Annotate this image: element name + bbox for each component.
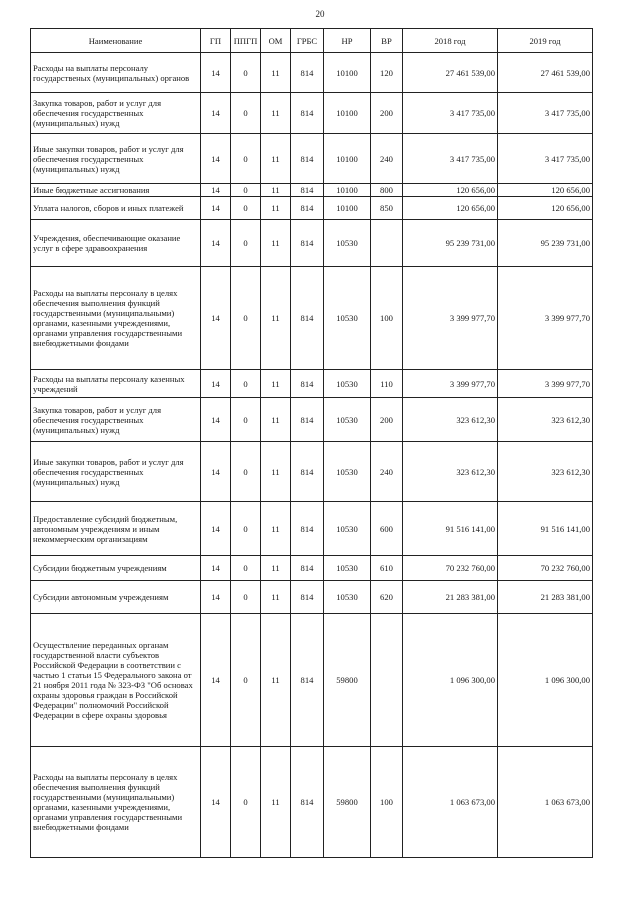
row-vr: 110 <box>371 370 403 398</box>
budget-table <box>30 28 593 858</box>
row-om: 11 <box>261 220 291 267</box>
row-name: Иные закупки товаров, работ и услуг для обеспечения государственных (муниципальных) нужд <box>31 442 201 502</box>
row-gp: 14 <box>201 134 231 184</box>
row-nr: 10100 <box>324 93 371 134</box>
row-vr: 200 <box>371 398 403 442</box>
row-name: Уплата налогов, сборов и иных платежей <box>31 197 201 220</box>
row-nr: 10530 <box>324 581 371 614</box>
table-row <box>31 184 593 197</box>
row-ppgp: 0 <box>231 502 261 556</box>
row-vr: 200 <box>371 93 403 134</box>
row-name: Иные закупки товаров, работ и услуг для обеспечения государственных (муниципальных) нужд <box>31 134 201 184</box>
row-amount-2018: 91 516 141,00 <box>403 502 498 556</box>
row-om: 11 <box>261 442 291 502</box>
table-row <box>31 442 593 502</box>
row-gp: 14 <box>201 184 231 197</box>
row-grbs: 814 <box>291 442 324 502</box>
row-amount-2019: 91 516 141,00 <box>498 502 593 556</box>
row-gp: 14 <box>201 53 231 93</box>
row-amount-2018: 1 096 300,00 <box>403 614 498 747</box>
row-amount-2018: 323 612,30 <box>403 442 498 502</box>
row-ppgp: 0 <box>231 556 261 581</box>
row-ppgp: 0 <box>231 93 261 134</box>
row-gp: 14 <box>201 581 231 614</box>
row-name: Субсидии автономным учреждениям <box>31 581 201 614</box>
row-name: Закупка товаров, работ и услуг для обеспечения государственных (муниципальных) нужд <box>31 93 201 134</box>
table-row <box>31 556 593 581</box>
row-amount-2019: 95 239 731,00 <box>498 220 593 267</box>
row-amount-2018: 1 063 673,00 <box>403 747 498 858</box>
table-row <box>31 581 593 614</box>
row-ppgp: 0 <box>231 614 261 747</box>
row-grbs: 814 <box>291 93 324 134</box>
row-ppgp: 0 <box>231 747 261 858</box>
row-amount-2019: 3 399 977,70 <box>498 267 593 370</box>
row-amount-2018: 120 656,00 <box>403 184 498 197</box>
row-om: 11 <box>261 398 291 442</box>
row-amount-2019: 1 096 300,00 <box>498 614 593 747</box>
row-om: 11 <box>261 614 291 747</box>
row-amount-2018: 3 417 735,00 <box>403 93 498 134</box>
row-gp: 14 <box>201 398 231 442</box>
row-gp: 14 <box>201 93 231 134</box>
row-amount-2019: 3 417 735,00 <box>498 134 593 184</box>
row-amount-2018: 120 656,00 <box>403 197 498 220</box>
row-grbs: 814 <box>291 581 324 614</box>
row-nr: 10530 <box>324 398 371 442</box>
row-gp: 14 <box>201 197 231 220</box>
row-om: 11 <box>261 747 291 858</box>
row-name: Иные бюджетные ассигнования <box>31 184 201 197</box>
row-amount-2018: 3 399 977,70 <box>403 267 498 370</box>
row-nr: 59800 <box>324 747 371 858</box>
row-grbs: 814 <box>291 197 324 220</box>
row-ppgp: 0 <box>231 581 261 614</box>
row-nr: 10530 <box>324 267 371 370</box>
row-name: Учреждения, обеспечивающие оказание услуг в сфере здравоохранения <box>31 220 201 267</box>
row-grbs: 814 <box>291 502 324 556</box>
row-amount-2019: 323 612,30 <box>498 442 593 502</box>
row-ppgp: 0 <box>231 134 261 184</box>
row-gp: 14 <box>201 267 231 370</box>
row-ppgp: 0 <box>231 398 261 442</box>
row-grbs: 814 <box>291 53 324 93</box>
row-grbs: 814 <box>291 267 324 370</box>
row-om: 11 <box>261 197 291 220</box>
row-vr: 600 <box>371 502 403 556</box>
col-header-vr: ВР <box>371 29 403 53</box>
row-grbs: 814 <box>291 747 324 858</box>
col-header-ppgp: ППГП <box>231 29 261 53</box>
row-grbs: 814 <box>291 184 324 197</box>
row-amount-2019: 323 612,30 <box>498 398 593 442</box>
row-nr: 10530 <box>324 502 371 556</box>
row-vr <box>371 614 403 747</box>
table-row <box>31 134 593 184</box>
row-vr <box>371 220 403 267</box>
row-nr: 10100 <box>324 197 371 220</box>
row-grbs: 814 <box>291 220 324 267</box>
row-gp: 14 <box>201 556 231 581</box>
row-name: Расходы на выплаты персоналу государственых (муниципальных) органов <box>31 53 201 93</box>
col-header-om: ОМ <box>261 29 291 53</box>
row-om: 11 <box>261 502 291 556</box>
row-vr: 610 <box>371 556 403 581</box>
row-amount-2019: 1 063 673,00 <box>498 747 593 858</box>
table-row <box>31 93 593 134</box>
row-om: 11 <box>261 53 291 93</box>
row-ppgp: 0 <box>231 53 261 93</box>
row-ppgp: 0 <box>231 442 261 502</box>
row-grbs: 814 <box>291 398 324 442</box>
row-name: Расходы на выплаты персоналу казенных учреждений <box>31 370 201 398</box>
row-gp: 14 <box>201 442 231 502</box>
row-ppgp: 0 <box>231 220 261 267</box>
row-gp: 14 <box>201 502 231 556</box>
row-grbs: 814 <box>291 556 324 581</box>
row-gp: 14 <box>201 747 231 858</box>
row-amount-2018: 21 283 381,00 <box>403 581 498 614</box>
table-row <box>31 53 593 93</box>
row-grbs: 814 <box>291 614 324 747</box>
row-amount-2019: 70 232 760,00 <box>498 556 593 581</box>
row-nr: 10530 <box>324 556 371 581</box>
row-om: 11 <box>261 556 291 581</box>
row-vr: 620 <box>371 581 403 614</box>
col-header-2018: 2018 год <box>403 29 498 53</box>
row-nr: 59800 <box>324 614 371 747</box>
col-header-grbs: ГРБС <box>291 29 324 53</box>
table-row <box>31 614 593 747</box>
row-om: 11 <box>261 134 291 184</box>
table-row <box>31 398 593 442</box>
row-gp: 14 <box>201 614 231 747</box>
row-ppgp: 0 <box>231 197 261 220</box>
row-ppgp: 0 <box>231 184 261 197</box>
row-amount-2019: 3 399 977,70 <box>498 370 593 398</box>
row-om: 11 <box>261 184 291 197</box>
page-number: 20 <box>315 9 325 19</box>
col-header-gp: ГП <box>201 29 231 53</box>
row-vr: 100 <box>371 267 403 370</box>
row-name: Расходы на выплаты персоналу в целях обеспечения выполнения функций государственными (муниципальными) органами, казенными учреждениями, органами управления государственными внебюджетными фондами <box>31 747 201 858</box>
row-amount-2019: 120 656,00 <box>498 184 593 197</box>
row-name: Закупка товаров, работ и услуг для обеспечения государственных (муниципальных) нужд <box>31 398 201 442</box>
row-nr: 10530 <box>324 370 371 398</box>
col-header-2019: 2019 год <box>498 29 593 53</box>
table-row <box>31 502 593 556</box>
row-grbs: 814 <box>291 370 324 398</box>
row-gp: 14 <box>201 370 231 398</box>
row-amount-2019: 120 656,00 <box>498 197 593 220</box>
row-amount-2019: 3 417 735,00 <box>498 93 593 134</box>
row-vr: 240 <box>371 134 403 184</box>
row-ppgp: 0 <box>231 267 261 370</box>
row-amount-2018: 3 417 735,00 <box>403 134 498 184</box>
row-amount-2018: 27 461 539,00 <box>403 53 498 93</box>
row-nr: 10530 <box>324 442 371 502</box>
col-header-nr: НР <box>324 29 371 53</box>
table-row <box>31 370 593 398</box>
row-vr: 800 <box>371 184 403 197</box>
row-gp: 14 <box>201 220 231 267</box>
row-vr: 120 <box>371 53 403 93</box>
table-header-row <box>31 29 593 53</box>
row-amount-2018: 95 239 731,00 <box>403 220 498 267</box>
row-amount-2018: 70 232 760,00 <box>403 556 498 581</box>
row-nr: 10100 <box>324 53 371 93</box>
row-name: Осуществление переданных органам государственной власти субъектов Российской Федерации в соответствии с частью 1 статьи 15 Федерального закона от 21 ноября 2011 года № 323-ФЗ "Об основах охраны здоровья граждан в Российской Федерации" полномочий Российской Федерации в сфере охраны здоровья <box>31 614 201 747</box>
row-vr: 100 <box>371 747 403 858</box>
row-nr: 10100 <box>324 184 371 197</box>
col-header-name: Наименование <box>31 29 201 53</box>
row-nr: 10530 <box>324 220 371 267</box>
row-om: 11 <box>261 370 291 398</box>
row-name: Предоставление субсидий бюджетным, автономным учреждениям и иным некоммерческим организациям <box>31 502 201 556</box>
row-name: Расходы на выплаты персоналу в целях обеспечения выполнения функций государственными (муниципальными) органами, казенными учреждениями, органами управления государственными внебюджетными фондами <box>31 267 201 370</box>
row-amount-2018: 3 399 977,70 <box>403 370 498 398</box>
row-amount-2019: 21 283 381,00 <box>498 581 593 614</box>
row-ppgp: 0 <box>231 370 261 398</box>
row-amount-2019: 27 461 539,00 <box>498 53 593 93</box>
table-row <box>31 220 593 267</box>
row-grbs: 814 <box>291 134 324 184</box>
table-row <box>31 267 593 370</box>
row-om: 11 <box>261 581 291 614</box>
row-amount-2018: 323 612,30 <box>403 398 498 442</box>
row-vr: 240 <box>371 442 403 502</box>
table-row <box>31 197 593 220</box>
row-nr: 10100 <box>324 134 371 184</box>
row-om: 11 <box>261 267 291 370</box>
row-name: Субсидии бюджетным учреждениям <box>31 556 201 581</box>
row-vr: 850 <box>371 197 403 220</box>
table-row <box>31 747 593 858</box>
row-om: 11 <box>261 93 291 134</box>
